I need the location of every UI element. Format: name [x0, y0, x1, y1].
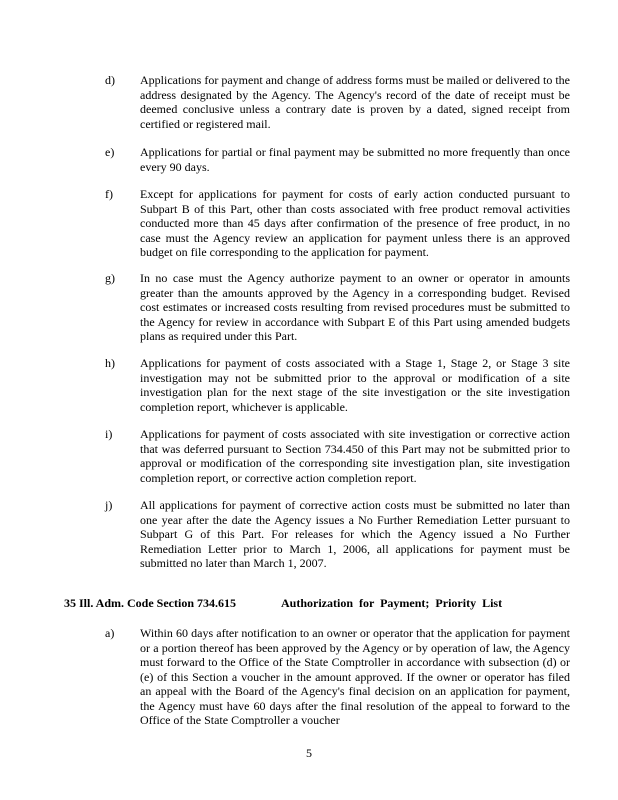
paragraph-text: Except for applications for payment for costs of early action conducted pursuant to Subpart B of this Part, other than costs associated with free product removal activities conducted more than 45 days after confirmation of the presence of free product, in no case must the Agency review an application for payment unless there is an approved budget on file corresponding to the application for payment. [140, 187, 570, 259]
paragraph-text: Applications for partial or final payment may be submitted no more frequently than once every 90 days. [140, 145, 570, 174]
paragraph-label: g) [105, 271, 115, 285]
paragraph-label: j) [105, 498, 113, 512]
paragraph-text: In no case must the Agency authorize payment to an owner or operator in amounts greater than the amounts approved by the Agency in a corresponding budget. Revised cost estimates or increased costs resulting from revised procedures must be submitted to the Agency for review in accordance with Subpart E of this Part using amended budgets plans as required under this Part. [140, 271, 570, 343]
paragraph-label: i) [105, 427, 113, 441]
paragraph-label: h) [105, 356, 115, 370]
page-number: 5 [306, 746, 312, 760]
paragraph-text: Within 60 days after notification to an owner or operator that the application for payment or a portion thereof has been approved by the Agency or by operation of law, the Agency must forward to the Office of the State Comptroller in accordance with subsection (d) or (e) of this Section a voucher in the amount approved. If the owner or operator has filed an appeal with the Board of the Agency's final decision on an application for payment, the Agency must have 60 days after the final resolution of the appeal to forward to the Office of the State Comptroller a voucher [140, 626, 570, 727]
paragraph-text: Applications for payment and change of address forms must be mailed or delivered to the address designated by the Agency. The Agency's record of the date of receipt must be deemed conclusive unless a contrary date is proven by a dated, signed receipt from certified or registered mail. [140, 73, 570, 131]
paragraph-text: Applications for payment of costs associated with site investigation or corrective action that was deferred pursuant to Section 734.450 of this Part may not be submitted prior to approval or modification of the corresponding site investigation plan, site investigation completion report, or corrective action completion report. [140, 427, 570, 485]
paragraph-label: d) [105, 73, 115, 87]
paragraph-label: a) [105, 626, 115, 640]
section-code: 35 Ill. Adm. Code Section 734.615 [64, 596, 237, 610]
paragraph-text: All applications for payment of corrective action costs must be submitted no later than one year after the date the Agency issues a No Further Remediation Letter pursuant to Subpart G of this Part. For releases for which the Agency issued a No Further Remediation Letter prior to March 1, 2006, all applications for payment must be submitted no later than March 1, 2007. [140, 498, 570, 570]
section-heading: Authorization for Payment; Priority List [281, 596, 503, 610]
paragraph-label: f) [105, 187, 113, 201]
paragraph-label: e) [105, 145, 115, 159]
paragraph-text: Applications for payment of costs associated with a Stage 1, Stage 2, or Stage 3 site investigation may not be submitted prior to the approval or modification of a site investigation plan for the next stage of the site investigation or the site investigation completion report, whichever is applicable. [140, 356, 570, 414]
